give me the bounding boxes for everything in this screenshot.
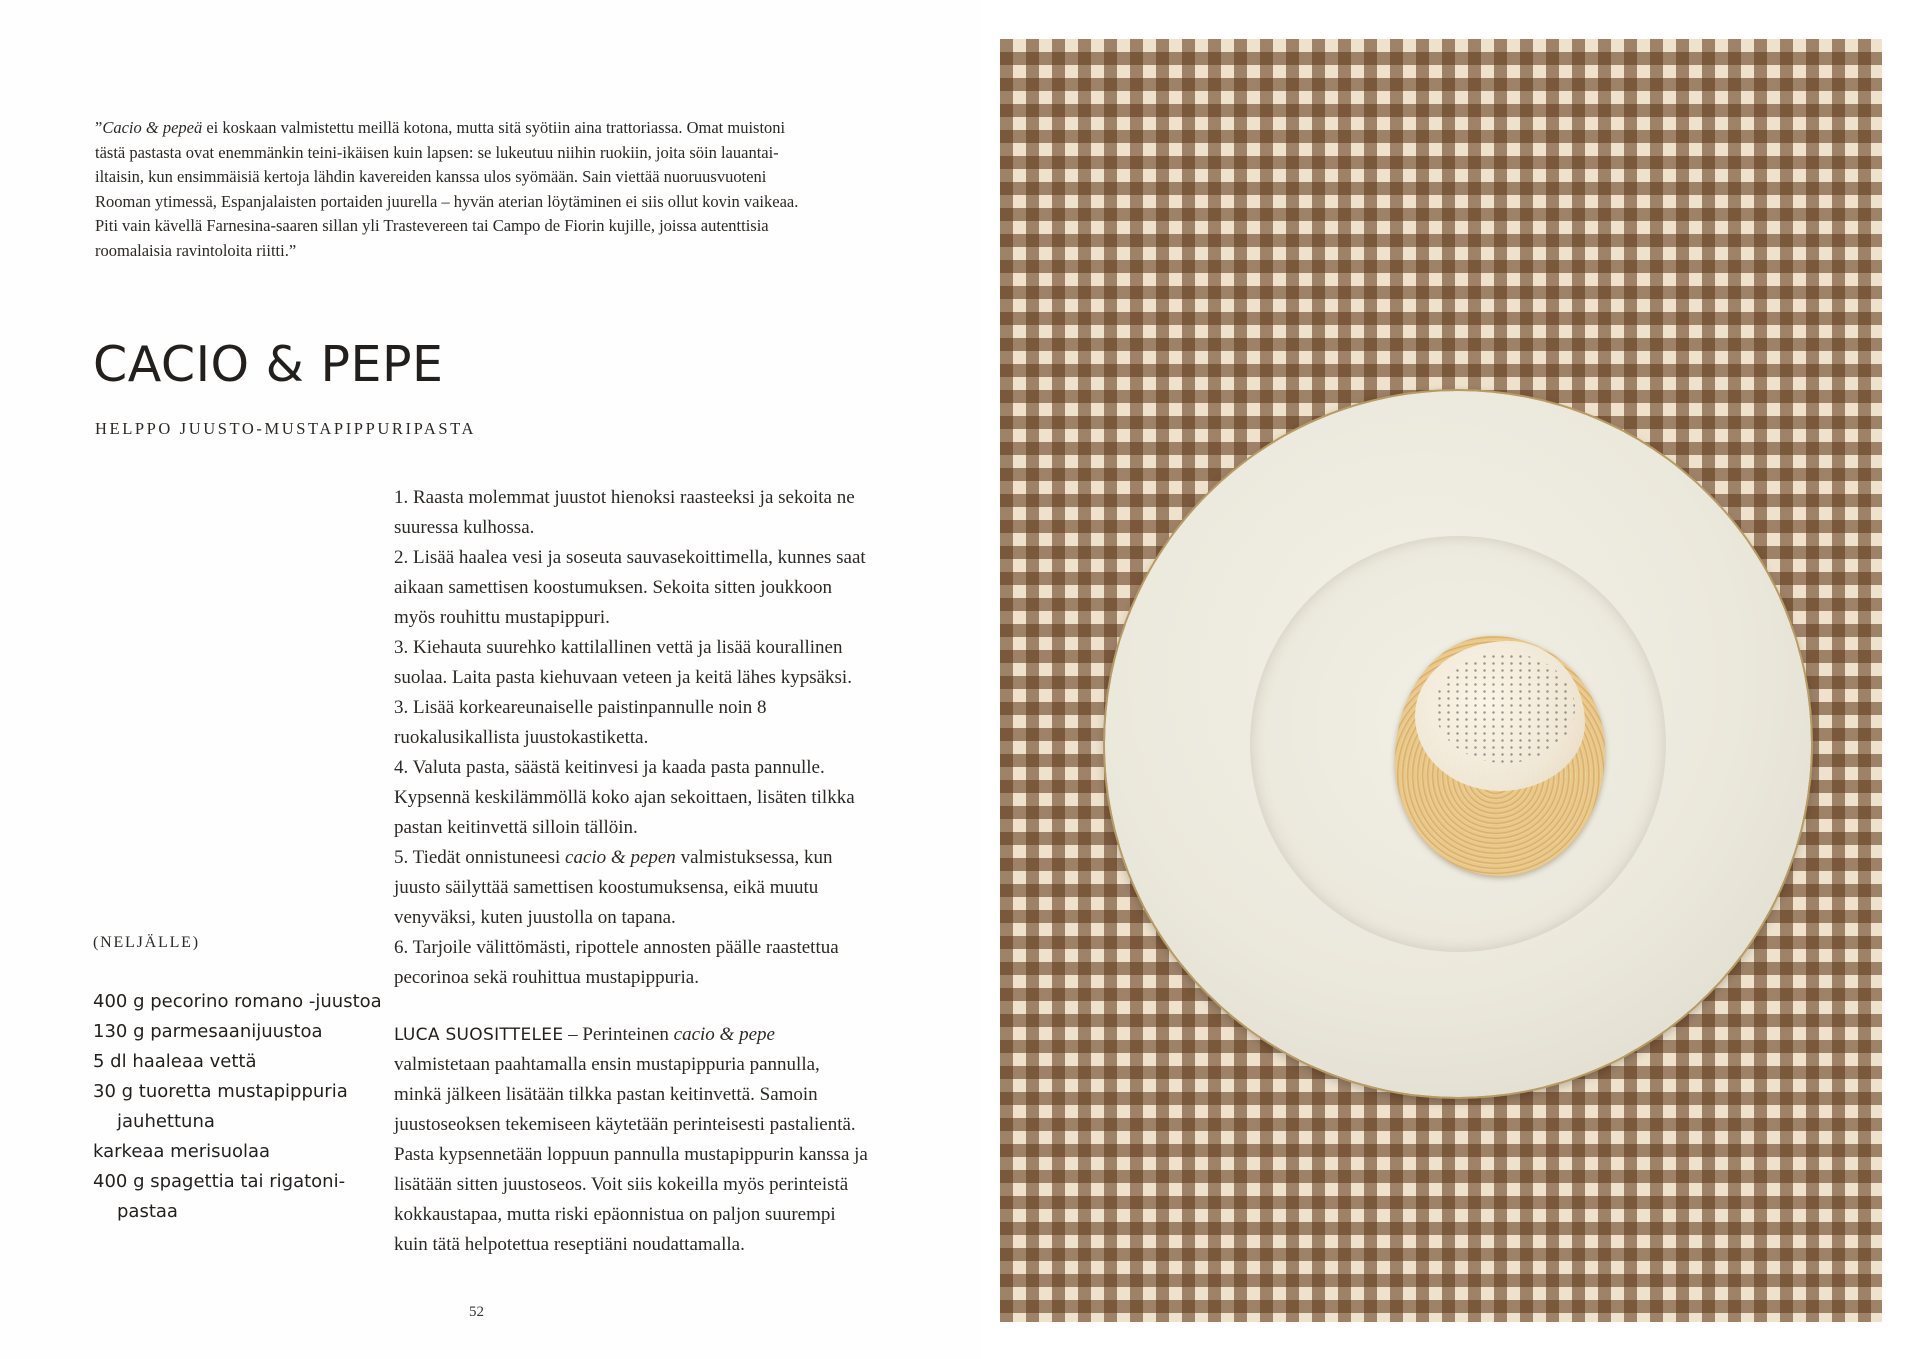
- step5-emphasis: cacio & pepen: [565, 847, 676, 868]
- intro-quote: [95, 116, 815, 263]
- chef-tip-text: valmistetaan paahtamalla ensin mustapippuria pannulla, minkä jälkeen lisätään tilkka pastan keitinvettä. Samoin juustoseoksen tekemiseen käytetään perinteisesti pastalientä. Pasta kypsennetään loppuun pannulla mustapippurin kanssa ja lisätään sitten juustoseos. Voit siis kokeilla myös perinteistä kokkaustapaa, mutta riski epäonnistua on paljon suurempi kuin tätä helpotettua reseptiäni noudattamalla.: [394, 1054, 868, 1255]
- method-steps: [394, 483, 869, 993]
- method-step: 4. Valuta pasta, säästä keitinvesi ja kaada pasta pannulle. Kypsennä keskilämmöllä koko ajan sekoittaen, lisäten tilkka pastan keitinvettä silloin tällöin.: [394, 757, 855, 838]
- chef-tip-heading: LUCA SUOSITTELEE: [394, 1025, 564, 1045]
- step5-pre: 5. Tiedät onnistuneesi: [394, 847, 566, 868]
- servings-label: (NELJÄLLE): [93, 934, 200, 951]
- ingredient-item: 30 g tuoretta mustapippuria jauhettuna: [93, 1081, 348, 1132]
- method-step: 3. Lisää korkeareunaiselle paistinpannulle noin 8 ruokalusikallista juustokastiketta.: [394, 697, 767, 748]
- ingredient-item: 400 g spagettia tai rigatoni-pastaa: [93, 1171, 346, 1222]
- method-step: 6. Tarjoile välittömästi, ripottele annosten päälle raastettua pecorinoa sekä rouhittua mustapippuria.: [394, 937, 839, 988]
- chef-tip-emphasis: cacio & pepe: [673, 1024, 775, 1045]
- ingredient-item: 400 g pecorino romano -juustoa: [93, 991, 382, 1012]
- plate: [1105, 391, 1811, 1097]
- ingredient-item: 5 dl haaleaa vettä: [93, 1051, 257, 1072]
- intro-quote-open: ”: [95, 118, 103, 137]
- intro-quote-text: ei koskaan valmistettu meillä kotona, mutta sitä syötiin aina trattoriassa. Omat muistoni tästä pastasta ovat enemmänkin teini-ikäisen kuin lapsen: se lukeutuu niihin ruokiin, joita söin lauantai-iltaisin, kun ensimmäisiä kertoja lähdin kavereiden kanssa ulos syömään. Sain viettää nuoruusvuoteni Rooman ytimessä, Espanjalaisten portaiden juurella – hyvän aterian löytäminen ei siis ollut kovin vaikeaa. Piti vain kävellä Farnesina-saaren sillan yli Trastevereen tai Campo de Fiorin kujille, joissa autenttisia roomalaisia ravintoloita riitti.”: [95, 118, 799, 260]
- pasta-photo: [1000, 39, 1882, 1322]
- page-number: 52: [469, 1304, 484, 1320]
- ingredient-item: karkeaa merisuolaa: [93, 1141, 271, 1162]
- chef-tip-dash: – Perinteinen: [563, 1024, 674, 1045]
- method-step: 1. Raasta molemmat juustot hienoksi raasteeksi ja sekoita ne suuressa kulhossa.: [394, 487, 855, 538]
- black-pepper: [1435, 653, 1575, 763]
- ingredient-item: 130 g parmesaanijuustoa: [93, 1021, 323, 1042]
- recipe-subtitle: HELPPO JUUSTO-MUSTAPIPPURIPASTA: [95, 419, 476, 438]
- intro-quote-emphasis: Cacio & pepeä: [102, 118, 203, 137]
- method-step: 3. Kiehauta suurehko kattilallinen vettä ja lisää kourallinen suolaa. Laita pasta kiehuvaan veteen ja keitä lähes kypsäksi.: [394, 637, 852, 688]
- step5-post: valmistuksessa, kun juusto säilyttää samettisen koostumuksensa, eikä muutu venyväksi, kuten juustolla on tapana.: [394, 847, 833, 928]
- recipe-title: CACIO & PEPE: [93, 336, 444, 393]
- chef-tip: [394, 1020, 869, 1260]
- method-step: 2. Lisää haalea vesi ja soseuta sauvasekoittimella, kunnes saat aikaan samettisen koostumuksen. Sekoita sitten joukkoon myös rouhittu mustapippuri.: [394, 547, 866, 628]
- method-step: [394, 843, 869, 933]
- ingredient-list: [93, 987, 393, 1227]
